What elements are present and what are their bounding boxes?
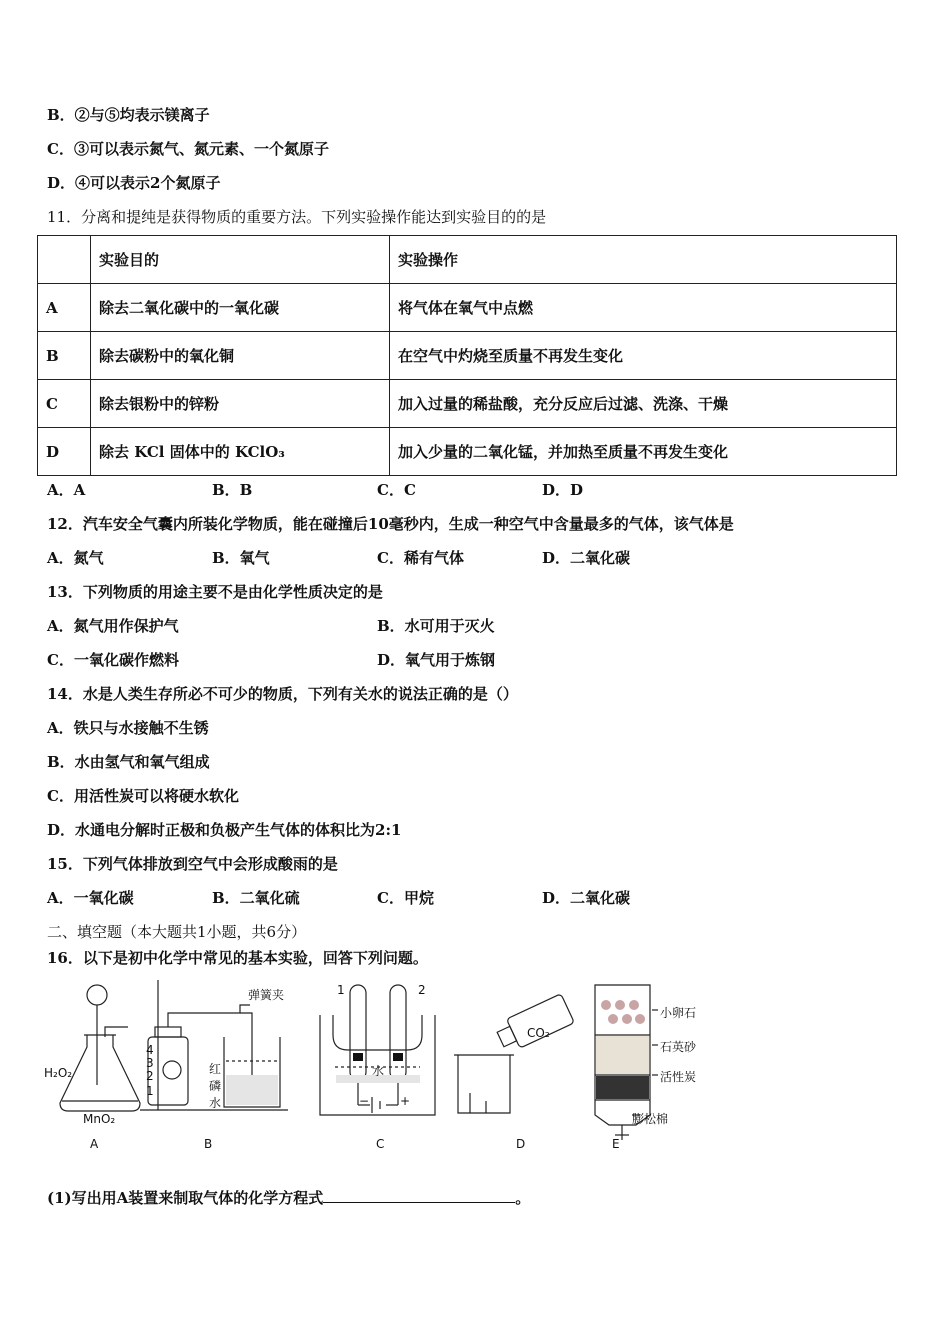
figure-label-a: A	[90, 1137, 99, 1151]
label-co2: CO₂	[527, 1026, 550, 1040]
label-activated-carbon: 活性炭	[660, 1070, 697, 1084]
q16-sub1-prefix: (1)写出用	[47, 1189, 117, 1207]
label-phosphorus: 磷	[209, 1079, 222, 1093]
q13-option-c: C．一氧化碳作燃料	[47, 651, 179, 669]
label-water-b: 水	[209, 1096, 222, 1110]
label-red: 红	[209, 1062, 222, 1076]
table-cell: 加入少量的二氧化锰，并加热至质量不再发生变化	[390, 428, 897, 476]
apparatus-c	[320, 985, 435, 1115]
q10-option-d: D．④可以表示2个氮原子	[47, 174, 221, 192]
apparatus-a	[60, 985, 140, 1111]
q12-option-c: C．稀有气体	[377, 549, 464, 567]
label-electrode-1: 1	[337, 983, 345, 997]
q12-option-d: D．二氧化碳	[542, 549, 631, 567]
label-plus: +	[400, 1094, 411, 1108]
table-cell: 除去 KCl 固体中的 KClO₃	[91, 428, 390, 476]
q11-table	[37, 235, 897, 476]
table-cell: 将气体在氧气中点燃	[390, 284, 897, 332]
label-pebble: 小卵石	[660, 1006, 697, 1020]
q16-sub1-mid: 装置来制取气体的化学方程式	[128, 1189, 324, 1207]
table-header-cell	[38, 236, 91, 284]
mark-3: 3	[146, 1056, 154, 1070]
figure-label-b: B	[204, 1137, 213, 1151]
label-h2o2: H₂O₂	[44, 1066, 73, 1080]
q16-sub1-suffix: 。	[515, 1189, 531, 1207]
q12-stem: 12．汽车安全气囊内所装化学物质，能在碰撞后10毫秒内，生成一种空气中含量最多的气体，该气体是	[47, 515, 734, 533]
q11-stem: 11．分离和提纯是获得物质的重要方法。下列实验操作能达到实验目的的是	[47, 208, 547, 226]
label-cotton: 膨松棉	[632, 1112, 669, 1126]
table-cell: 除去碳粉中的氧化铜	[91, 332, 390, 380]
q14-stem: 14．水是人类生存所必不可少的物质，下列有关水的说法正确的是（）	[47, 685, 518, 703]
apparatus-e-fill	[601, 1000, 645, 1024]
label-electrode-2: 2	[418, 983, 426, 997]
label-mno2: MnO₂	[83, 1112, 116, 1126]
table-cell: 除去二氧化碳中的一氧化碳	[91, 284, 390, 332]
q14-option-a: A．铁只与水接触不生锈	[47, 719, 209, 737]
section-heading: 二、填空题（本大题共1小题，共6分）	[47, 923, 307, 941]
q12-option-b: B．氧气	[212, 549, 270, 567]
q11-option-c: C．C	[377, 481, 416, 499]
table-cell: 加入过量的稀盐酸，充分反应后过滤、洗涤、干燥	[390, 380, 897, 428]
mark-1: 1	[146, 1084, 154, 1098]
table-header-cell: 实验目的	[91, 236, 390, 284]
table-cell: C	[38, 380, 91, 428]
q15-option-d: D．二氧化碳	[542, 889, 631, 907]
q15-option-c: C．甲烷	[377, 889, 434, 907]
q11-option-d: D．D	[542, 481, 584, 499]
apparatus-d	[454, 994, 574, 1113]
q14-option-c: C．用活性炭可以将硬水软化	[47, 787, 239, 805]
q15-option-a: A．一氧化碳	[47, 889, 134, 907]
table-cell: A	[38, 284, 91, 332]
table-header-row	[38, 236, 897, 284]
table-row	[38, 284, 897, 332]
mark-2: 2	[146, 1069, 154, 1083]
label-minus: −	[359, 1094, 370, 1108]
q11-option-a: A．A	[47, 481, 86, 499]
q16-sub1	[47, 1187, 530, 1208]
table-row	[38, 428, 897, 476]
table-cell: 在空气中灼烧至质量不再发生变化	[390, 332, 897, 380]
label-spring-clip: 弹簧夹	[248, 988, 285, 1002]
figure-label-c: C	[376, 1137, 385, 1151]
figure-label-d: D	[516, 1137, 526, 1151]
q14-option-d: D．水通电分解时正极和负极产生气体的体积比为2:1	[47, 821, 402, 839]
q16-sub1-a: A	[116, 1189, 129, 1207]
answer-blank[interactable]	[323, 1188, 515, 1203]
q10-option-b: B．②与⑤均表示镁离子	[47, 106, 210, 124]
label-water-c: 水	[372, 1064, 385, 1078]
q13-option-a: A．氮气用作保护气	[47, 617, 179, 635]
table-cell: 除去银粉中的锌粉	[91, 380, 390, 428]
q13-stem: 13．下列物质的用途主要不是由化学性质决定的是	[47, 583, 383, 601]
q13-option-b: B．水可用于灭火	[377, 617, 495, 635]
table-header-cell: 实验操作	[390, 236, 897, 284]
table-row	[38, 380, 897, 428]
q16-figure	[40, 975, 730, 1155]
table-cell: B	[38, 332, 91, 380]
q11-option-b: B．B	[212, 481, 253, 499]
q10-option-c: C．③可以表示氮气、氮元素、一个氮原子	[47, 140, 329, 158]
q15-stem: 15．下列气体排放到空气中会形成酸雨的是	[47, 855, 338, 873]
label-quartz-sand: 石英砂	[660, 1040, 697, 1054]
table-row	[38, 332, 897, 380]
q14-option-b: B．水由氢气和氧气组成	[47, 753, 210, 771]
table-cell: D	[38, 428, 91, 476]
mark-4: 4	[146, 1043, 154, 1057]
figure-label-e: E	[612, 1137, 620, 1151]
q13-option-d: D．氧气用于炼钢	[377, 651, 496, 669]
q16-stem: 16．以下是初中化学中常见的基本实验，回答下列问题。	[47, 949, 428, 967]
q12-option-a: A．氮气	[47, 549, 104, 567]
q15-option-b: B．二氧化硫	[212, 889, 300, 907]
